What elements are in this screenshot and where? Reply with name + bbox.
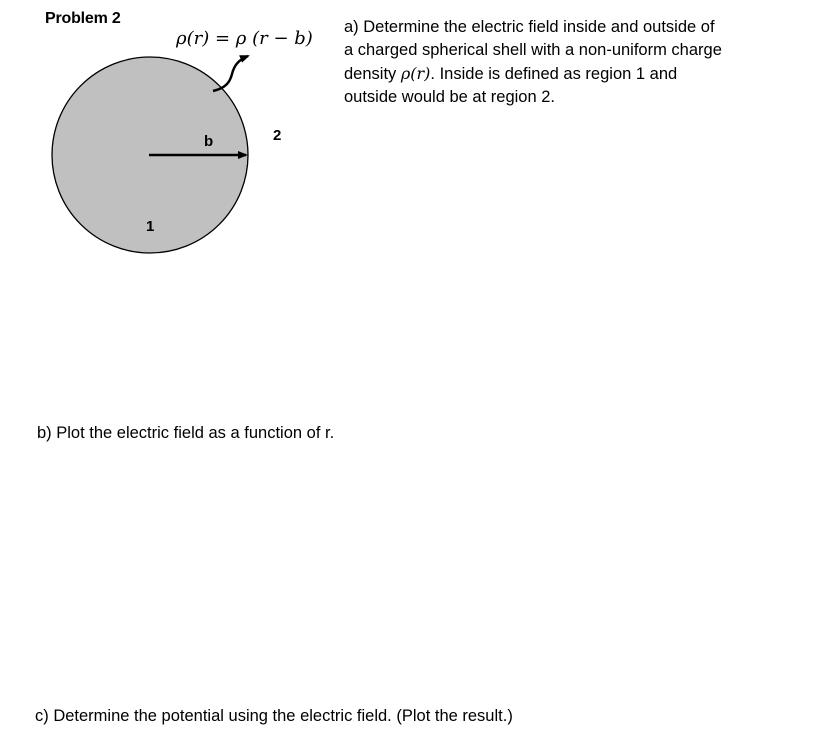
question-a (344, 16, 764, 109)
radius-label: b (204, 133, 214, 150)
formula-rhs-arg: (r − b) (246, 28, 313, 49)
question-b: b) Plot the electric field as a function of r. (37, 424, 335, 442)
charge-density-formula (176, 28, 313, 49)
rho-symbol: ρ (176, 28, 187, 49)
question-a-line-4: outside would be at region 2. (344, 88, 555, 106)
question-a-line-3-prefix: density (344, 65, 401, 83)
question-c: c) Determine the potential using the electric field. (Plot the result.) (35, 707, 513, 725)
region-outside-label: 2 (273, 127, 282, 144)
region-inside-label: 1 (146, 218, 155, 235)
problem-title: Problem 2 (45, 10, 121, 27)
spherical-shell-diagram (0, 0, 340, 270)
rho-of-r-math: ρ(r) (400, 64, 431, 83)
formula-equals: = (209, 28, 236, 49)
rho-symbol-rhs: ρ (235, 28, 247, 49)
question-a-line-3-suffix: . Inside is defined as region 1 and (430, 65, 678, 83)
question-a-line-2: a charged spherical shell with a non-uniform charge (344, 41, 722, 59)
question-a-line-1: a) Determine the electric field inside and outside of (344, 18, 715, 36)
question-a-line-3 (344, 62, 764, 86)
formula-lhs-arg: (r) (186, 28, 210, 49)
